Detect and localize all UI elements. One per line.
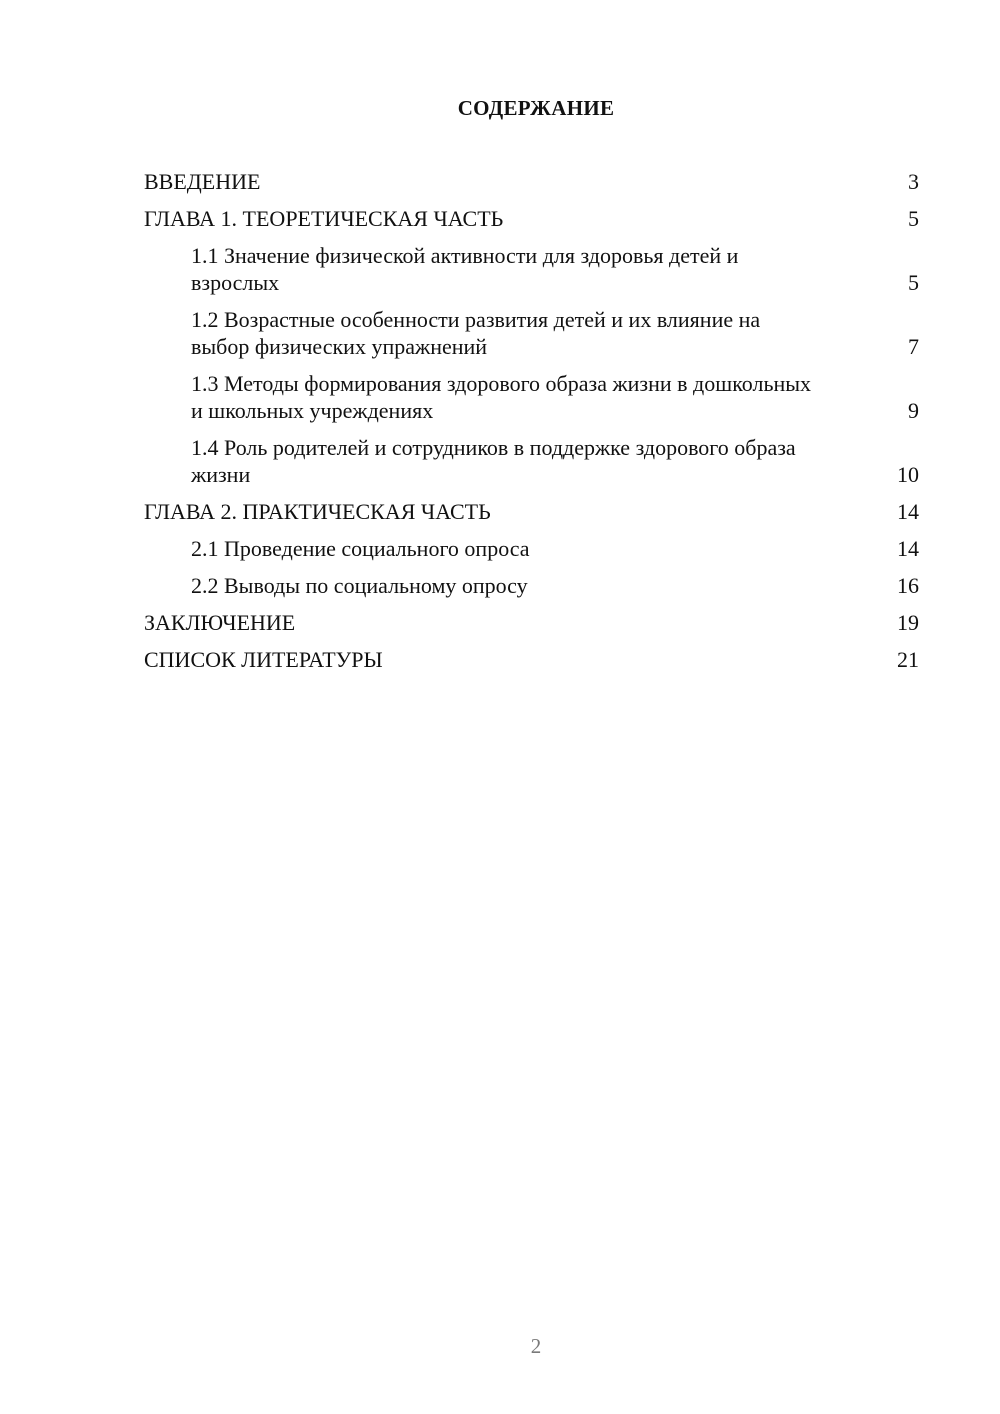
toc-entry-section-2-1[interactable] [144,535,919,562]
toc-entry-page: 7 [908,334,919,359]
table-of-contents [144,168,919,673]
toc-entry-conclusion[interactable] [144,609,919,636]
toc-entry-page: 16 [897,573,919,598]
toc-entry-page: 19 [897,610,919,635]
toc-entry-text: 1.1 Значение физической активности для здоровья детей и взрослых [191,243,739,295]
toc-entry-text: ВВЕДЕНИЕ [144,169,261,194]
toc-entry-section-1-3[interactable] [144,370,919,424]
toc-entry-text: 2.2 Выводы по социальному опросу [191,573,528,598]
toc-entry-section-1-2[interactable] [144,306,919,360]
toc-entry-page: 3 [908,169,919,194]
toc-entry-page: 21 [897,647,919,672]
toc-entry-page: 5 [908,270,919,295]
toc-entry-text: 2.1 Проведение социального опроса [191,536,530,561]
toc-entry-references[interactable] [144,646,919,673]
toc-entry-text: ГЛАВА 1. ТЕОРЕТИЧЕСКАЯ ЧАСТЬ [144,206,504,231]
toc-entry-text: 1.2 Возрастные особенности развития детей и их влияние на выбор физических упражнений [191,307,761,359]
toc-entry-text: ГЛАВА 2. ПРАКТИЧЕСКАЯ ЧАСТЬ [144,499,491,524]
toc-entry-section-1-4[interactable] [144,434,919,488]
toc-entry-text: 1.4 Роль родителей и сотрудников в поддержке здорового образа жизни [191,435,796,487]
toc-entry-text: ЗАКЛЮЧЕНИЕ [144,610,296,635]
toc-entry-introduction[interactable] [144,168,919,195]
toc-entry-chapter-1[interactable] [144,205,919,232]
toc-entry-page: 10 [897,462,919,487]
toc-entry-page: 14 [897,536,919,561]
toc-entry-page: 9 [908,398,919,423]
toc-entry-page: 14 [897,499,919,524]
toc-entry-section-1-1[interactable] [144,242,919,296]
toc-title: СОДЕРЖАНИЕ [457,96,615,120]
page-number: 2 [530,1334,542,1358]
toc-entry-page: 5 [908,206,919,231]
toc-entry-chapter-2[interactable] [144,498,919,525]
toc-entry-text: 1.3 Методы формирования здорового образа жизни в дошкольных и школьных учреждениях [191,371,812,423]
toc-entry-section-2-2[interactable] [144,572,919,599]
toc-entry-text: СПИСОК ЛИТЕРАТУРЫ [144,647,383,672]
